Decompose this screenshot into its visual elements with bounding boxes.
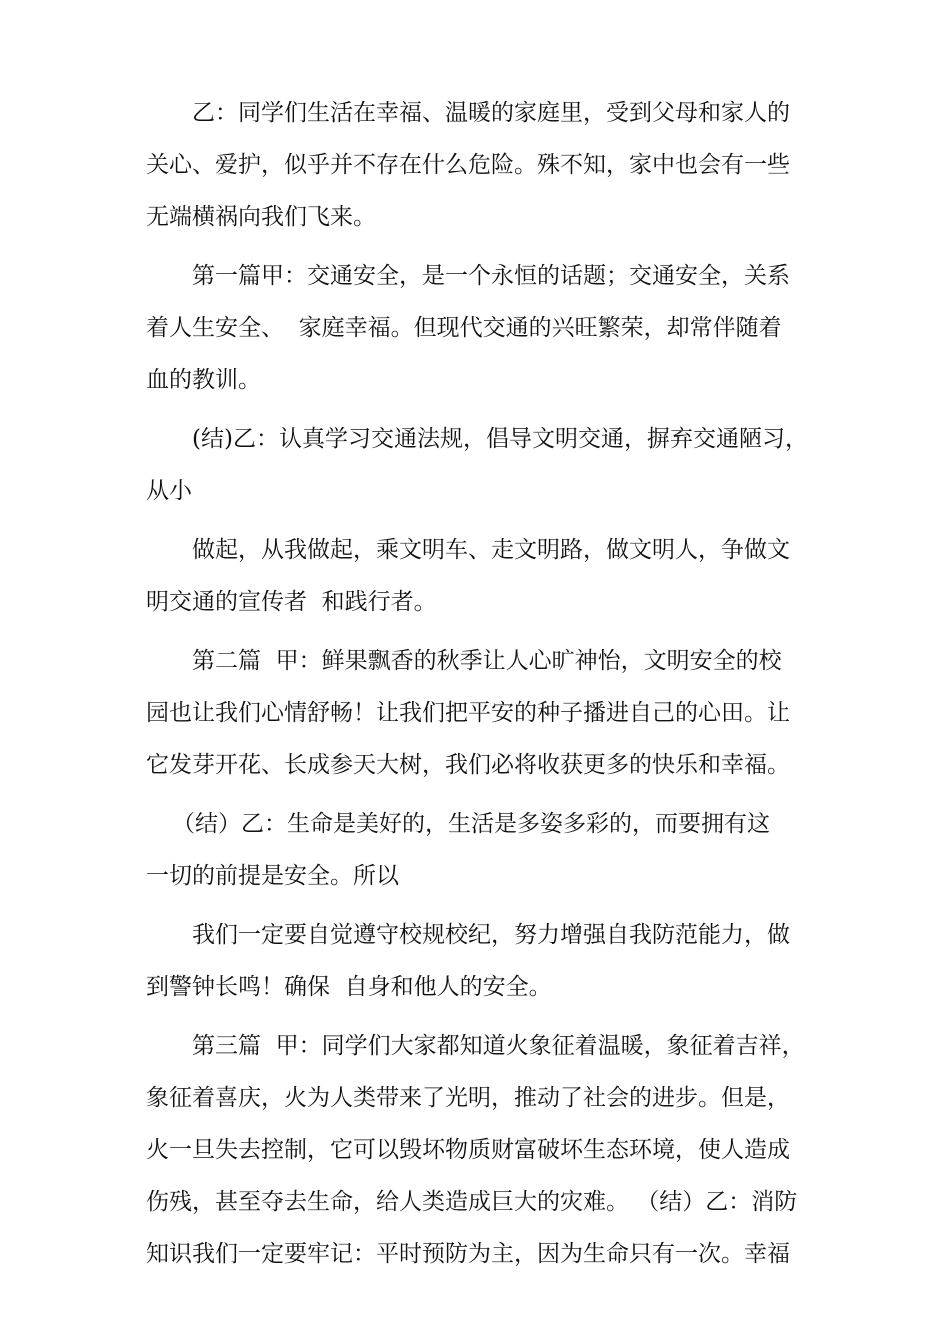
paragraph-6 <box>146 798 818 902</box>
text-line: 第二篇 甲：鲜果飘香的秋季让人心旷神怡，文明安全的校 <box>192 648 782 674</box>
text-line: 从小 <box>146 478 192 504</box>
text-line: 象征着喜庆，火为人类带来了光明，推动了社会的进步。但是， <box>146 1085 790 1111</box>
text-line: 一切的前提是安全。所以 <box>146 863 399 889</box>
text-line: 第三篇 甲：同学们大家都知道火象征着温暖，象征着吉祥， <box>192 1033 805 1059</box>
document-body <box>146 87 818 1280</box>
paragraph-8 <box>146 1020 818 1280</box>
text-line: 它发芽开花、长成参天大树，我们必将收获更多的快乐和幸福。 <box>146 752 790 778</box>
paragraph-5 <box>146 635 818 791</box>
paragraph-1 <box>146 87 818 243</box>
text-line: 第一篇甲：交通安全，是一个永恒的话题；交通安全，关系 <box>192 263 790 289</box>
text-line: (结)乙：认真学习交通法规，倡导文明交通，摒弃交通陋习， <box>192 426 808 452</box>
text-line: 血的教训。 <box>146 367 261 393</box>
text-line: 火一旦失去控制，它可以毁坏物质财富破坏生态环境，使人造成 <box>146 1137 790 1163</box>
text-line: 我们一定要自觉遵守校规校纪，努力增强自我防范能力，做 <box>192 922 790 948</box>
text-line: 园也让我们心情舒畅！让我们把平安的种子播进自己的心田。让 <box>146 700 790 726</box>
text-line: 明交通的宣传者 和践行者。 <box>146 589 437 615</box>
text-line: 乙：同学们生活在幸福、温暖的家庭里，受到父母和家人的 <box>192 100 790 126</box>
text-line: 关心、爱护，似乎并不存在什么危险。殊不知，家中也会有一些 <box>146 152 790 178</box>
text-line: 无端横祸向我们飞来。 <box>146 204 376 230</box>
paragraph-3 <box>146 413 818 517</box>
paragraph-4 <box>146 524 818 628</box>
paragraph-2 <box>146 250 818 406</box>
text-line: 着人生安全、 家庭幸福。但现代交通的兴旺繁荣，却常伴随着 <box>146 315 782 341</box>
text-line: 到警钟长鸣！确保 自身和他人的安全。 <box>146 974 552 1000</box>
text-line: （结）乙：生命是美好的，生活是多姿多彩的，而要拥有这 <box>172 811 770 837</box>
text-line: 做起，从我做起，乘文明车、走文明路，做文明人，争做文 <box>192 537 790 563</box>
text-line: 知识我们一定要牢记：平时预防为主，因为生命只有一次。幸福 <box>146 1241 790 1267</box>
paragraph-7 <box>146 909 818 1013</box>
text-line: 伤残，甚至夺去生命，给人类造成巨大的灾难。 （结）乙：消防 <box>146 1189 798 1215</box>
